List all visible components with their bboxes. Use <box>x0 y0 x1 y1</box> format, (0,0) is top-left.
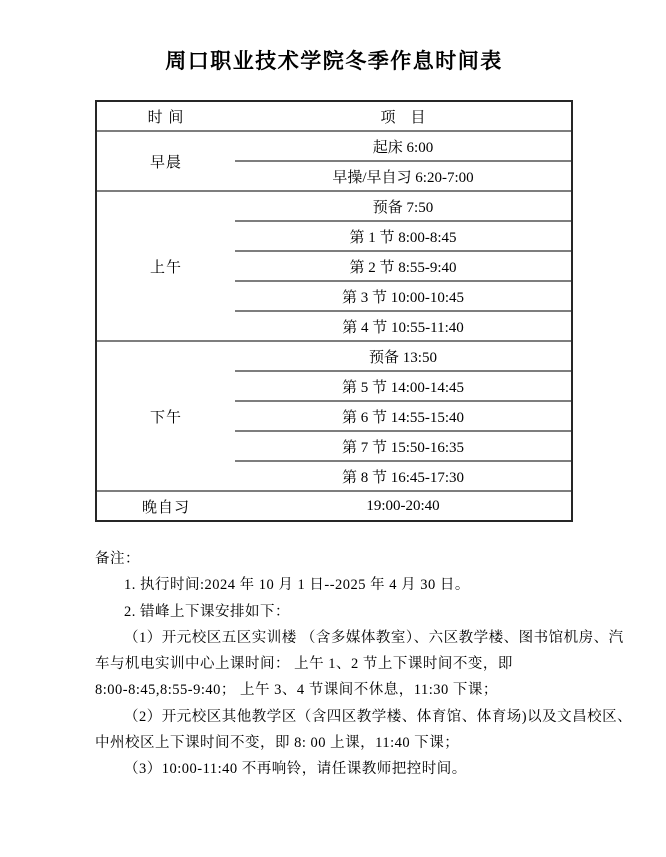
schedule-item-cell: 早操/早自习 6:20-7:00 <box>235 161 571 191</box>
table-row <box>97 491 571 520</box>
schedule-item-cell: 第 3 节 10:00-10:45 <box>235 281 571 311</box>
period-cell-forenoon: 上午 <box>97 191 235 341</box>
notes-heading: 备注： <box>95 551 140 567</box>
schedule-item-cell: 第 6 节 14:55-15:40 <box>235 401 571 431</box>
header-item-column: 项 目 <box>380 109 426 126</box>
table-row <box>97 341 571 371</box>
schedule-item-cell: 第 4 节 10:55-11:40 <box>235 311 571 341</box>
schedule-item-cell: 19:00-20:40 <box>235 491 571 520</box>
note-line-staggered-intro: 2. 错峰上下课安排如下： <box>124 603 290 620</box>
schedule-item-cell: 起床 6:00 <box>235 131 571 161</box>
note-line-rule1-part3: 8:00-8:45,8:55-9:40； 上午 3、4 节课间不休息，11:30 下课； <box>95 682 498 699</box>
note-line-rule1-part2: 车与机电实训中心上课时间： 上午 1、2 节上下课时间不变，即 <box>95 656 513 673</box>
note-line-rule2-part1: （2）开元校区其他教学区（含四区教学楼、体育馆、体育场)以及文昌校区、 <box>124 708 633 725</box>
note-line-rule1-part1: （1）开元校区五区实训楼 （含多媒体教室）、六区教学楼、图书馆机房、汽 <box>124 629 624 646</box>
note-line-execution-period: 1. 执行时间:2024 年 10 月 1 日--2025 年 4 月 30 日。 <box>124 577 470 594</box>
schedule-item-cell: 第 5 节 14:00-14:45 <box>235 371 571 401</box>
document-title: 周口职业技术学院冬季作息时间表 <box>165 49 503 73</box>
table-row <box>97 131 571 161</box>
schedule-table <box>97 102 571 520</box>
header-time-column: 时 间 <box>147 109 185 126</box>
schedule-item-cell: 第 8 节 16:45-17:30 <box>235 461 571 491</box>
timetable <box>95 100 573 522</box>
table-row <box>97 191 571 221</box>
note-line-rule3: （3）10:00-11:40 不再响铃，请任课教师把控时间。 <box>124 761 467 778</box>
schedule-item-cell: 第 7 节 15:50-16:35 <box>235 431 571 461</box>
schedule-item-cell: 第 2 节 8:55-9:40 <box>235 251 571 281</box>
notes-section <box>95 546 633 783</box>
period-cell-afternoon: 下午 <box>97 341 235 491</box>
schedule-item-cell: 第 1 节 8:00-8:45 <box>235 221 571 251</box>
note-line-rule2-part2: 中州校区上下课时间不变，即 8: 00 上课，11:40 下课； <box>95 735 460 752</box>
period-cell-evening-study: 晚自习 <box>97 491 235 520</box>
table-header-row <box>97 102 571 131</box>
period-cell-morning-early: 早晨 <box>97 131 235 191</box>
schedule-item-cell: 预备 7:50 <box>235 191 571 221</box>
schedule-item-cell: 预备 13:50 <box>235 341 571 371</box>
document-content <box>95 0 633 783</box>
